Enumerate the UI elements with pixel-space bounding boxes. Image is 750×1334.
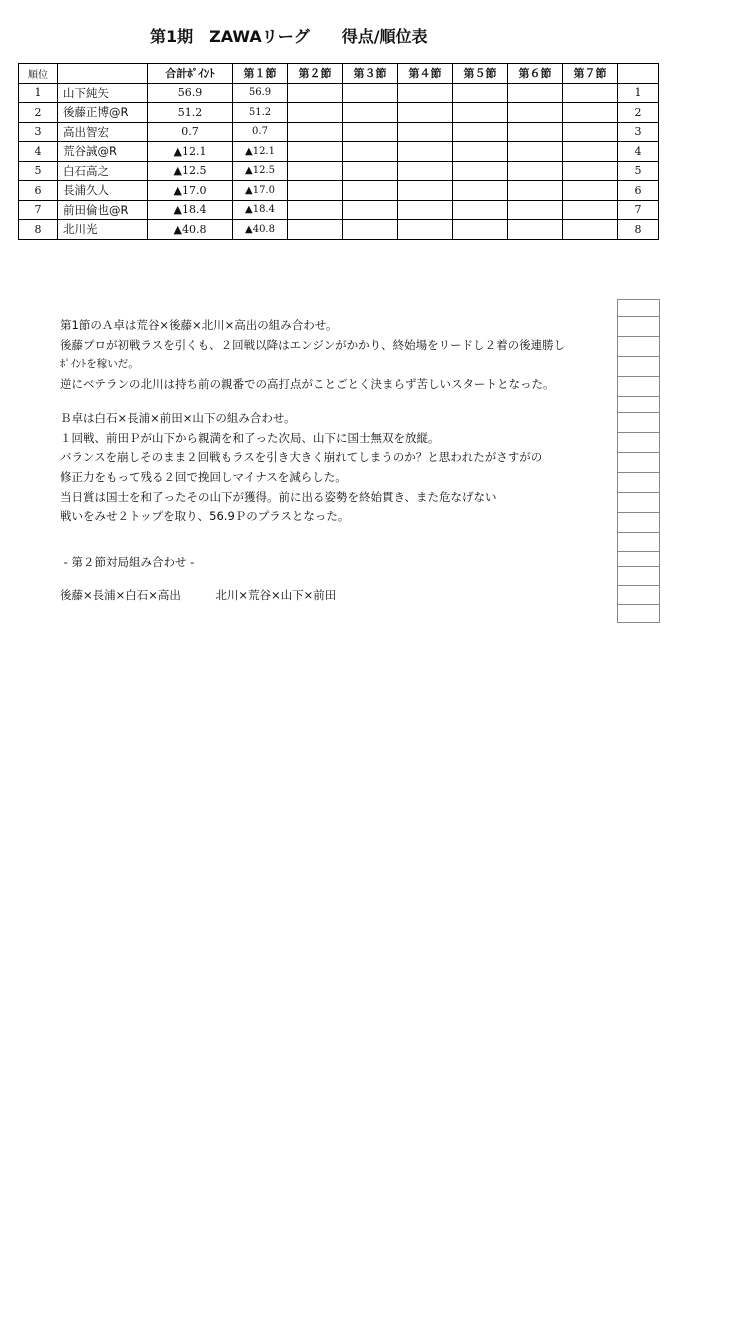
table-header-row (19, 64, 659, 84)
section-6-score-cell (508, 83, 563, 103)
table-row (19, 83, 659, 103)
section-4-score-cell (398, 142, 453, 162)
table-row (19, 103, 659, 123)
total-points-cell: ▲12.5 (148, 161, 233, 181)
section-2-score-cell (288, 103, 343, 123)
note-line: １回戦、前田Ｐが山下から親満を和了った次局、山下に国士無双を放縦。 (60, 430, 440, 445)
section-6-score-cell (508, 220, 563, 240)
rank-cell: 5 (19, 161, 58, 181)
header-section-7: 第７節 (563, 64, 618, 84)
section-6-score-cell (508, 142, 563, 162)
match-notes (60, 316, 615, 605)
header-section-6: 第６節 (508, 64, 563, 84)
section-7-score-cell (563, 103, 618, 123)
header-section-5: 第５節 (453, 64, 508, 84)
section-2-score-cell (288, 161, 343, 181)
section-3-score-cell (343, 220, 398, 240)
total-points-cell: 0.7 (148, 122, 233, 142)
section-7-score-cell (563, 122, 618, 142)
next-round-title: - 第２節対局組み合わせ - (60, 555, 195, 570)
page-title: 第1期 ZAWAリーグ 得点/順位表 (150, 27, 428, 46)
section-5-score-cell (453, 181, 508, 201)
section-5-score-cell (453, 200, 508, 220)
rank-cell: 2 (19, 103, 58, 123)
note-line: 後藤プロが初戦ラスを引くも、２回戦以降はエンジンがかかり、終始場をリードし２着の後連勝し (60, 337, 566, 352)
section-7-score-cell (563, 200, 618, 220)
player-name-cell: 白石高之 (58, 161, 148, 181)
header-section-3: 第３節 (343, 64, 398, 84)
section-3-score-cell (343, 83, 398, 103)
total-points-cell: ▲12.1 (148, 142, 233, 162)
total-points-cell: ▲18.4 (148, 200, 233, 220)
section-7-score-cell (563, 181, 618, 201)
note-line: 逆にベテランの北川は持ち前の親番での高打点がことごとく決まらず苦しいスタートとなった。 (60, 377, 555, 392)
section-2-score-cell (288, 200, 343, 220)
player-name-cell: 長浦久人 (58, 181, 148, 201)
note-line: Ｂ卓は白石×長浦×前田×山下の組み合わせ。 (60, 410, 296, 425)
table-row (19, 200, 659, 220)
section-4-score-cell (398, 161, 453, 181)
section-1-score-cell: 56.9 (233, 83, 288, 103)
next-round-pairings: 後藤×長浦×白石×高出 北川×荒谷×山下×前田 (60, 587, 337, 602)
section-5-score-cell (453, 83, 508, 103)
section-1-score-cell: ▲12.1 (233, 142, 288, 162)
section-3-score-cell (343, 122, 398, 142)
total-points-cell: 51.2 (148, 103, 233, 123)
section-2-score-cell (288, 142, 343, 162)
total-points-cell: ▲17.0 (148, 181, 233, 201)
total-points-cell: 56.9 (148, 83, 233, 103)
section-3-score-cell (343, 161, 398, 181)
section-7-score-cell (563, 142, 618, 162)
table-row (19, 122, 659, 142)
section-5-score-cell (453, 142, 508, 162)
section-7-score-cell (563, 83, 618, 103)
rank-cell: 3 (19, 122, 58, 142)
side-grid-column (617, 299, 660, 623)
note-line: 当日賞は国士を和了ったその山下が獲得。前に出る姿勢を終始貫き、また危なげない (60, 489, 497, 504)
rank-right-cell: 6 (618, 181, 659, 201)
section-6-score-cell (508, 122, 563, 142)
player-name-cell: 山下純矢 (58, 83, 148, 103)
header-section-2: 第２節 (288, 64, 343, 84)
section-7-score-cell (563, 161, 618, 181)
note-line: 修正力をもって残る２回で挽回しマイナスを減らした。 (60, 469, 347, 484)
rank-cell: 6 (19, 181, 58, 201)
section-1-score-cell: ▲18.4 (233, 200, 288, 220)
section-4-score-cell (398, 122, 453, 142)
rank-right-cell: 7 (618, 200, 659, 220)
section-1-score-cell: ▲12.5 (233, 161, 288, 181)
total-points-cell: ▲40.8 (148, 220, 233, 240)
section-6-score-cell (508, 161, 563, 181)
note-line: バランスを崩しそのまま２回戦もラスを引き大きく崩れてしまうのか？と思われたがさすがの (60, 450, 543, 465)
rank-cell: 4 (19, 142, 58, 162)
header-section-1: 第１節 (233, 64, 288, 84)
header-section-4: 第４節 (398, 64, 453, 84)
section-5-score-cell (453, 220, 508, 240)
section-5-score-cell (453, 103, 508, 123)
player-name-cell: 高出智宏 (58, 122, 148, 142)
rank-cell: 8 (19, 220, 58, 240)
section-1-score-cell: 51.2 (233, 103, 288, 123)
section-4-score-cell (398, 83, 453, 103)
section-3-score-cell (343, 200, 398, 220)
section-4-score-cell (398, 103, 453, 123)
rank-cell: 1 (19, 83, 58, 103)
note-line: ﾎﾟｲﾝﾄを稼いだ。 (60, 358, 139, 371)
section-4-score-cell (398, 181, 453, 201)
section-7-score-cell (563, 220, 618, 240)
section-5-score-cell (453, 122, 508, 142)
section-6-score-cell (508, 103, 563, 123)
header-rank-right (618, 64, 659, 84)
section-2-score-cell (288, 83, 343, 103)
player-name-cell: 北川光 (58, 220, 148, 240)
standings-table (18, 63, 659, 240)
section-1-score-cell: ▲40.8 (233, 220, 288, 240)
rank-right-cell: 5 (618, 161, 659, 181)
section-5-score-cell (453, 161, 508, 181)
section-1-score-cell: 0.7 (233, 122, 288, 142)
section-6-score-cell (508, 200, 563, 220)
section-3-score-cell (343, 142, 398, 162)
player-name-cell: 荒谷誠@R (58, 142, 148, 162)
rank-right-cell: 2 (618, 103, 659, 123)
rank-right-cell: 8 (618, 220, 659, 240)
table-row (19, 220, 659, 240)
section-4-score-cell (398, 200, 453, 220)
section-2-score-cell (288, 181, 343, 201)
rank-cell: 7 (19, 200, 58, 220)
header-total-points: 合計ﾎﾟｲﾝﾄ (148, 64, 233, 84)
note-line: 第1節のＡ卓は荒谷×後藤×北川×高出の組み合わせ。 (60, 318, 338, 332)
section-4-score-cell (398, 220, 453, 240)
section-6-score-cell (508, 181, 563, 201)
header-rank: 順位 (19, 64, 58, 84)
table-row (19, 142, 659, 162)
section-3-score-cell (343, 181, 398, 201)
header-name (58, 64, 148, 84)
section-1-score-cell: ▲17.0 (233, 181, 288, 201)
section-2-score-cell (288, 122, 343, 142)
note-line: 戦いをみせ２トップを取り、56.9Ｐのプラスとなった。 (60, 509, 350, 524)
player-name-cell: 前田倫也@R (58, 200, 148, 220)
section-3-score-cell (343, 103, 398, 123)
section-2-score-cell (288, 220, 343, 240)
table-row (19, 181, 659, 201)
rank-right-cell: 3 (618, 122, 659, 142)
player-name-cell: 後藤正博@R (58, 103, 148, 123)
table-row (19, 161, 659, 181)
rank-right-cell: 4 (618, 142, 659, 162)
rank-right-cell: 1 (618, 83, 659, 103)
